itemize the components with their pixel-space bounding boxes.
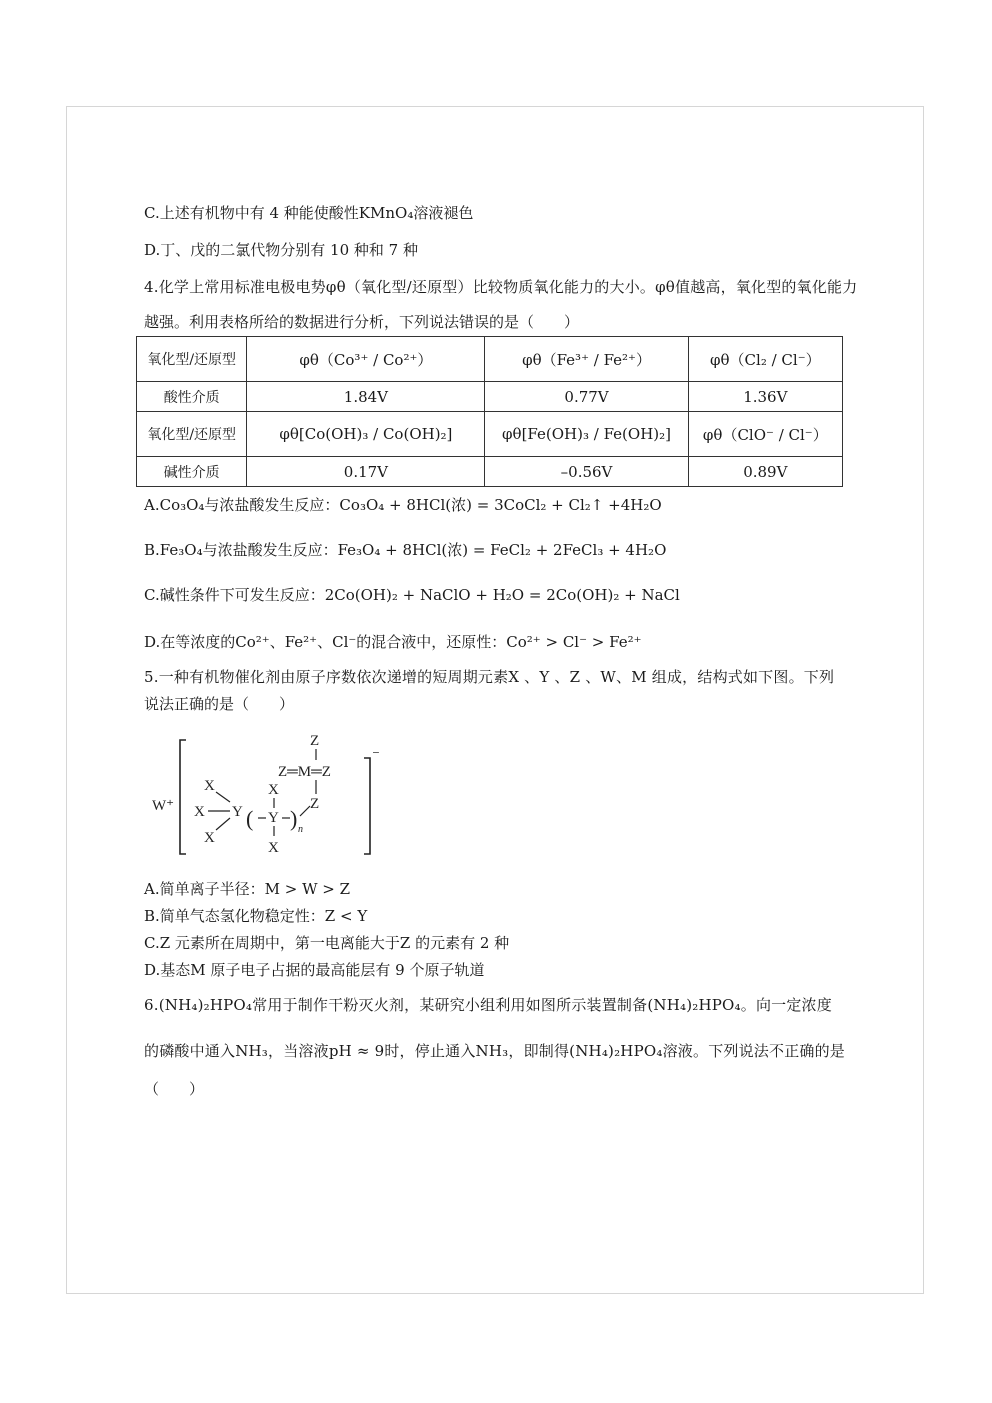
table-cell: 0.17V [247,457,485,487]
q4-option-c: C.碱性条件下可发生反应：2Co(OH)₂ + NaClO + H₂O = 2Co(OH)₂ + NaCl [144,586,680,604]
atom-x: X [268,840,279,856]
bond [216,818,230,830]
table-cell: 1.36V [688,382,842,412]
q4-stem-line1: 4.化学上常用标准电极电势φθ（氧化型/还原型）比较物质氧化能力的大小。φθ值越高，氧化型的氧化能力 [144,278,858,296]
q5-option-b: B.简单气态氢化物稳定性：Z < Y [144,907,368,925]
table-cell: φθ[Fe(OH)₃ / Fe(OH)₂] [485,412,688,457]
q5-option-d: D.基态M 原子电子占据的最高能层有 9 个原子轨道 [144,961,485,979]
table-cell: φθ（Cl₂ / Cl⁻） [688,337,842,382]
table-cell: 碱性介质 [137,457,247,487]
paren-left: ( [246,806,254,831]
q6-stem-line3: （ ） [144,1080,205,1098]
table-cell: 1.84V [247,382,485,412]
table-cell: 氧化型/还原型 [137,337,247,382]
structural-formula [150,730,390,860]
q4-option-b: B.Fe₃O₄与浓盐酸发生反应：Fe₃O₄ + 8HCl(浓) = FeCl₂ + 2FeCl₃ + 4H₂O [144,541,667,559]
table-cell: φθ[Co(OH)₃ / Co(OH)₂] [247,412,485,457]
bond [216,792,230,802]
bond [300,806,310,816]
atom-y: Y [268,810,279,826]
atom-z-top: Z [310,733,320,749]
q4-option-a: A.Co₃O₄与浓盐酸发生反应：Co₃O₄ + 8HCl(浓) = 3CoCl₂ + Cl₂↑ +4H₂O [144,496,662,514]
q3-option-c: C.上述有机物中有 4 种能使酸性KMnO₄溶液褪色 [144,204,474,222]
table-row [137,457,843,487]
q5-stem-line1: 5.一种有机物催化剂由原子序数依次递增的短周期元素X 、Y 、Z 、W、M 组成，结构式如下图。下列 [144,668,835,686]
atom-x: X [268,782,279,798]
atom-y: Y [232,804,243,820]
table-row [137,412,843,457]
q5-option-a: A.简单离子半径：M > W > Z [144,880,351,898]
paren-right: ) [290,806,298,831]
table-cell: 酸性介质 [137,382,247,412]
right-bracket [364,758,370,854]
q5-stem-line2: 说法正确的是（ ） [144,695,295,713]
q4-option-d: D.在等浓度的Co²⁺、Fe²⁺、Cl⁻的混合液中，还原性：Co²⁺ > Cl⁻ > Fe²⁺ [144,633,642,651]
q5-option-c: C.Z 元素所在周期中，第一电离能大于Z 的元素有 2 种 [144,934,510,952]
anion-charge: ⁻ [372,748,380,764]
atom-x: X [194,804,205,820]
left-bracket [180,740,186,854]
table-cell: 0.89V [688,457,842,487]
table-cell: φθ（Fe³⁺ / Fe²⁺） [485,337,688,382]
atom-x: X [204,830,215,846]
table-cell: φθ（ClO⁻ / Cl⁻） [688,412,842,457]
table-row [137,382,843,412]
atom-zmz: Z═M═Z [278,764,331,780]
table-cell: 0.77V [485,382,688,412]
cation-w: W⁺ [152,798,175,814]
subscript-n: n [298,824,303,835]
table-cell: φθ（Co³⁺ / Co²⁺） [247,337,485,382]
electrode-potential-table [136,336,843,487]
q6-stem-line1: 6.(NH₄)₂HPO₄常用于制作干粉灭火剂，某研究小组利用如图所示装置制备(NH₄)₂HPO₄。向一定浓度 [144,996,832,1014]
atom-z-bottom: Z [310,796,320,812]
table-cell: 氧化型/还原型 [137,412,247,457]
q6-stem-line2: 的磷酸中通入NH₃，当溶液pH ≈ 9时，停止通入NH₃，即制得(NH₄)₂HPO₄溶液。下列说法不正确的是 [144,1042,845,1060]
table-row [137,337,843,382]
atom-x: X [204,778,215,794]
q3-option-d: D.丁、戊的二氯代物分别有 10 种和 7 种 [144,241,418,259]
table-cell: –0.56V [485,457,688,487]
q4-stem-line2: 越强。利用表格所给的数据进行分析，下列说法错误的是（ ） [144,313,580,331]
